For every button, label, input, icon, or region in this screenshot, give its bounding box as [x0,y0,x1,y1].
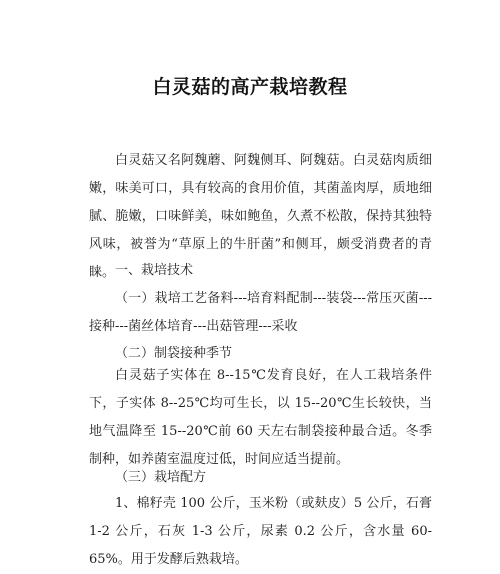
subsection-formula-text: 1、棉籽壳 100 公斤，玉米粉（或麸皮）5 公斤，石膏 1-2 公斤，石灰 1-3 公斤，尿素 0.2 公斤，含水量 60-65%。用于发酵后熟栽培。 [89,496,432,567]
subsection-process-paragraph [89,285,432,341]
document-title: 白灵菇的高产栽培教程 [152,76,348,98]
section-heading-cultivation [89,257,432,285]
subsection-formula-paragraph [89,490,432,574]
intro-text: 白灵菇又名阿魏蘑、阿魏侧耳、阿魏菇。白灵菇肉质细嫩，味美可口，具有较高的食用价值，其菌盖肉厚，质地细腻、脆嫩，口味鲜美，味如鲍鱼，久煮不松散，保持其独特风味，被誉为“草原上的牛肝菌”和侧耳，颇受消费者的青睐。 [89,153,432,280]
subsection-formula-heading [89,464,432,492]
subsection-season-heading-text: （二）制袋接种季节 [115,346,233,361]
subsection-process-text: （一）栽培工艺备料---培育料配制---装袋---常压灭菌---接种---菌丝体培育---出菇管理---采收 [89,291,432,334]
subsection-formula-heading-text: （三）栽培配方 [115,470,207,485]
section-heading-text: 一、栽培技术 [115,263,194,278]
subsection-season-text: 白灵菇子实体在 8--15℃发育良好，在人工栽培条件下，子实体 8--25℃均可生长，以 15--20℃生长较快，当地气温降至 15--20℃前 60 天左右制袋接种最合适。冬季制种，如养菌室温度过低，时间应适当提前。 [89,368,432,467]
subsection-season-paragraph [89,362,432,474]
